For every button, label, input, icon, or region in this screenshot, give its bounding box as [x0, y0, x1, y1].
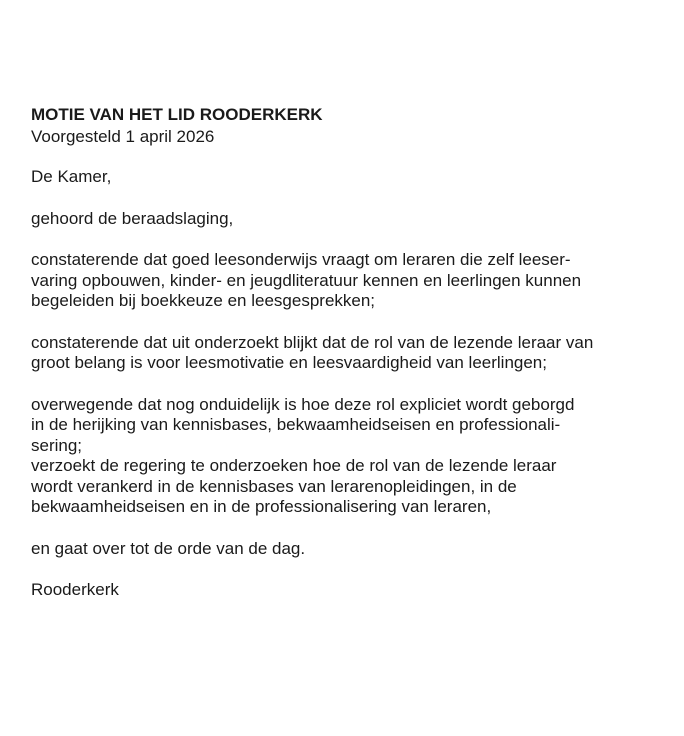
signature: Rooderkerk — [31, 580, 119, 599]
considering-paragraph-1 — [31, 250, 676, 312]
text-line: bekwaamheidseisen en in de professionalisering van leraren, — [31, 497, 492, 516]
text-line: constaterende dat uit onderzoekt blijkt dat de rol van de lezende leraar van — [31, 332, 594, 352]
text-line: groot belang is voor leesmotivatie en leesvaardigheid van leerlingen; — [31, 353, 547, 372]
text-line: constaterende dat goed leesonderwijs vraagt om leraren die zelf leeser- — [31, 250, 571, 269]
motion-document — [31, 104, 676, 622]
salutation: De Kamer, — [31, 167, 112, 186]
text-line: varing opbouwen, kinder- en jeugdliteratuur kennen en leerlingen kunnen — [31, 270, 582, 290]
weighing-paragraph — [31, 395, 676, 457]
text-line: begeleiden bij boekkeuze en leesgesprekken; — [31, 291, 376, 310]
motion-title: MOTIE VAN HET LID ROODERKERK — [31, 105, 323, 124]
heard-deliberation: gehoord de beraadslaging, — [31, 208, 234, 228]
text-line: verzoekt de regering te onderzoeken hoe de rol van de lezende leraar — [31, 456, 557, 475]
text-line: overwegende dat nog onduidelijk is hoe deze rol expliciet wordt geborgd — [31, 394, 575, 414]
text-line: in de herijking van kennisbases, bekwaamheidseisen en professionali- — [31, 415, 561, 434]
text-line: wordt verankerd in de kennisbases van lerarenopleidingen, in de — [31, 476, 517, 496]
considering-paragraph-2 — [31, 333, 676, 374]
request-paragraph — [31, 456, 676, 518]
text-line: sering; — [31, 435, 83, 455]
closing-line: en gaat over tot de orde van de dag. — [31, 538, 306, 558]
motion-date: Voorgesteld 1 april 2026 — [31, 127, 215, 146]
